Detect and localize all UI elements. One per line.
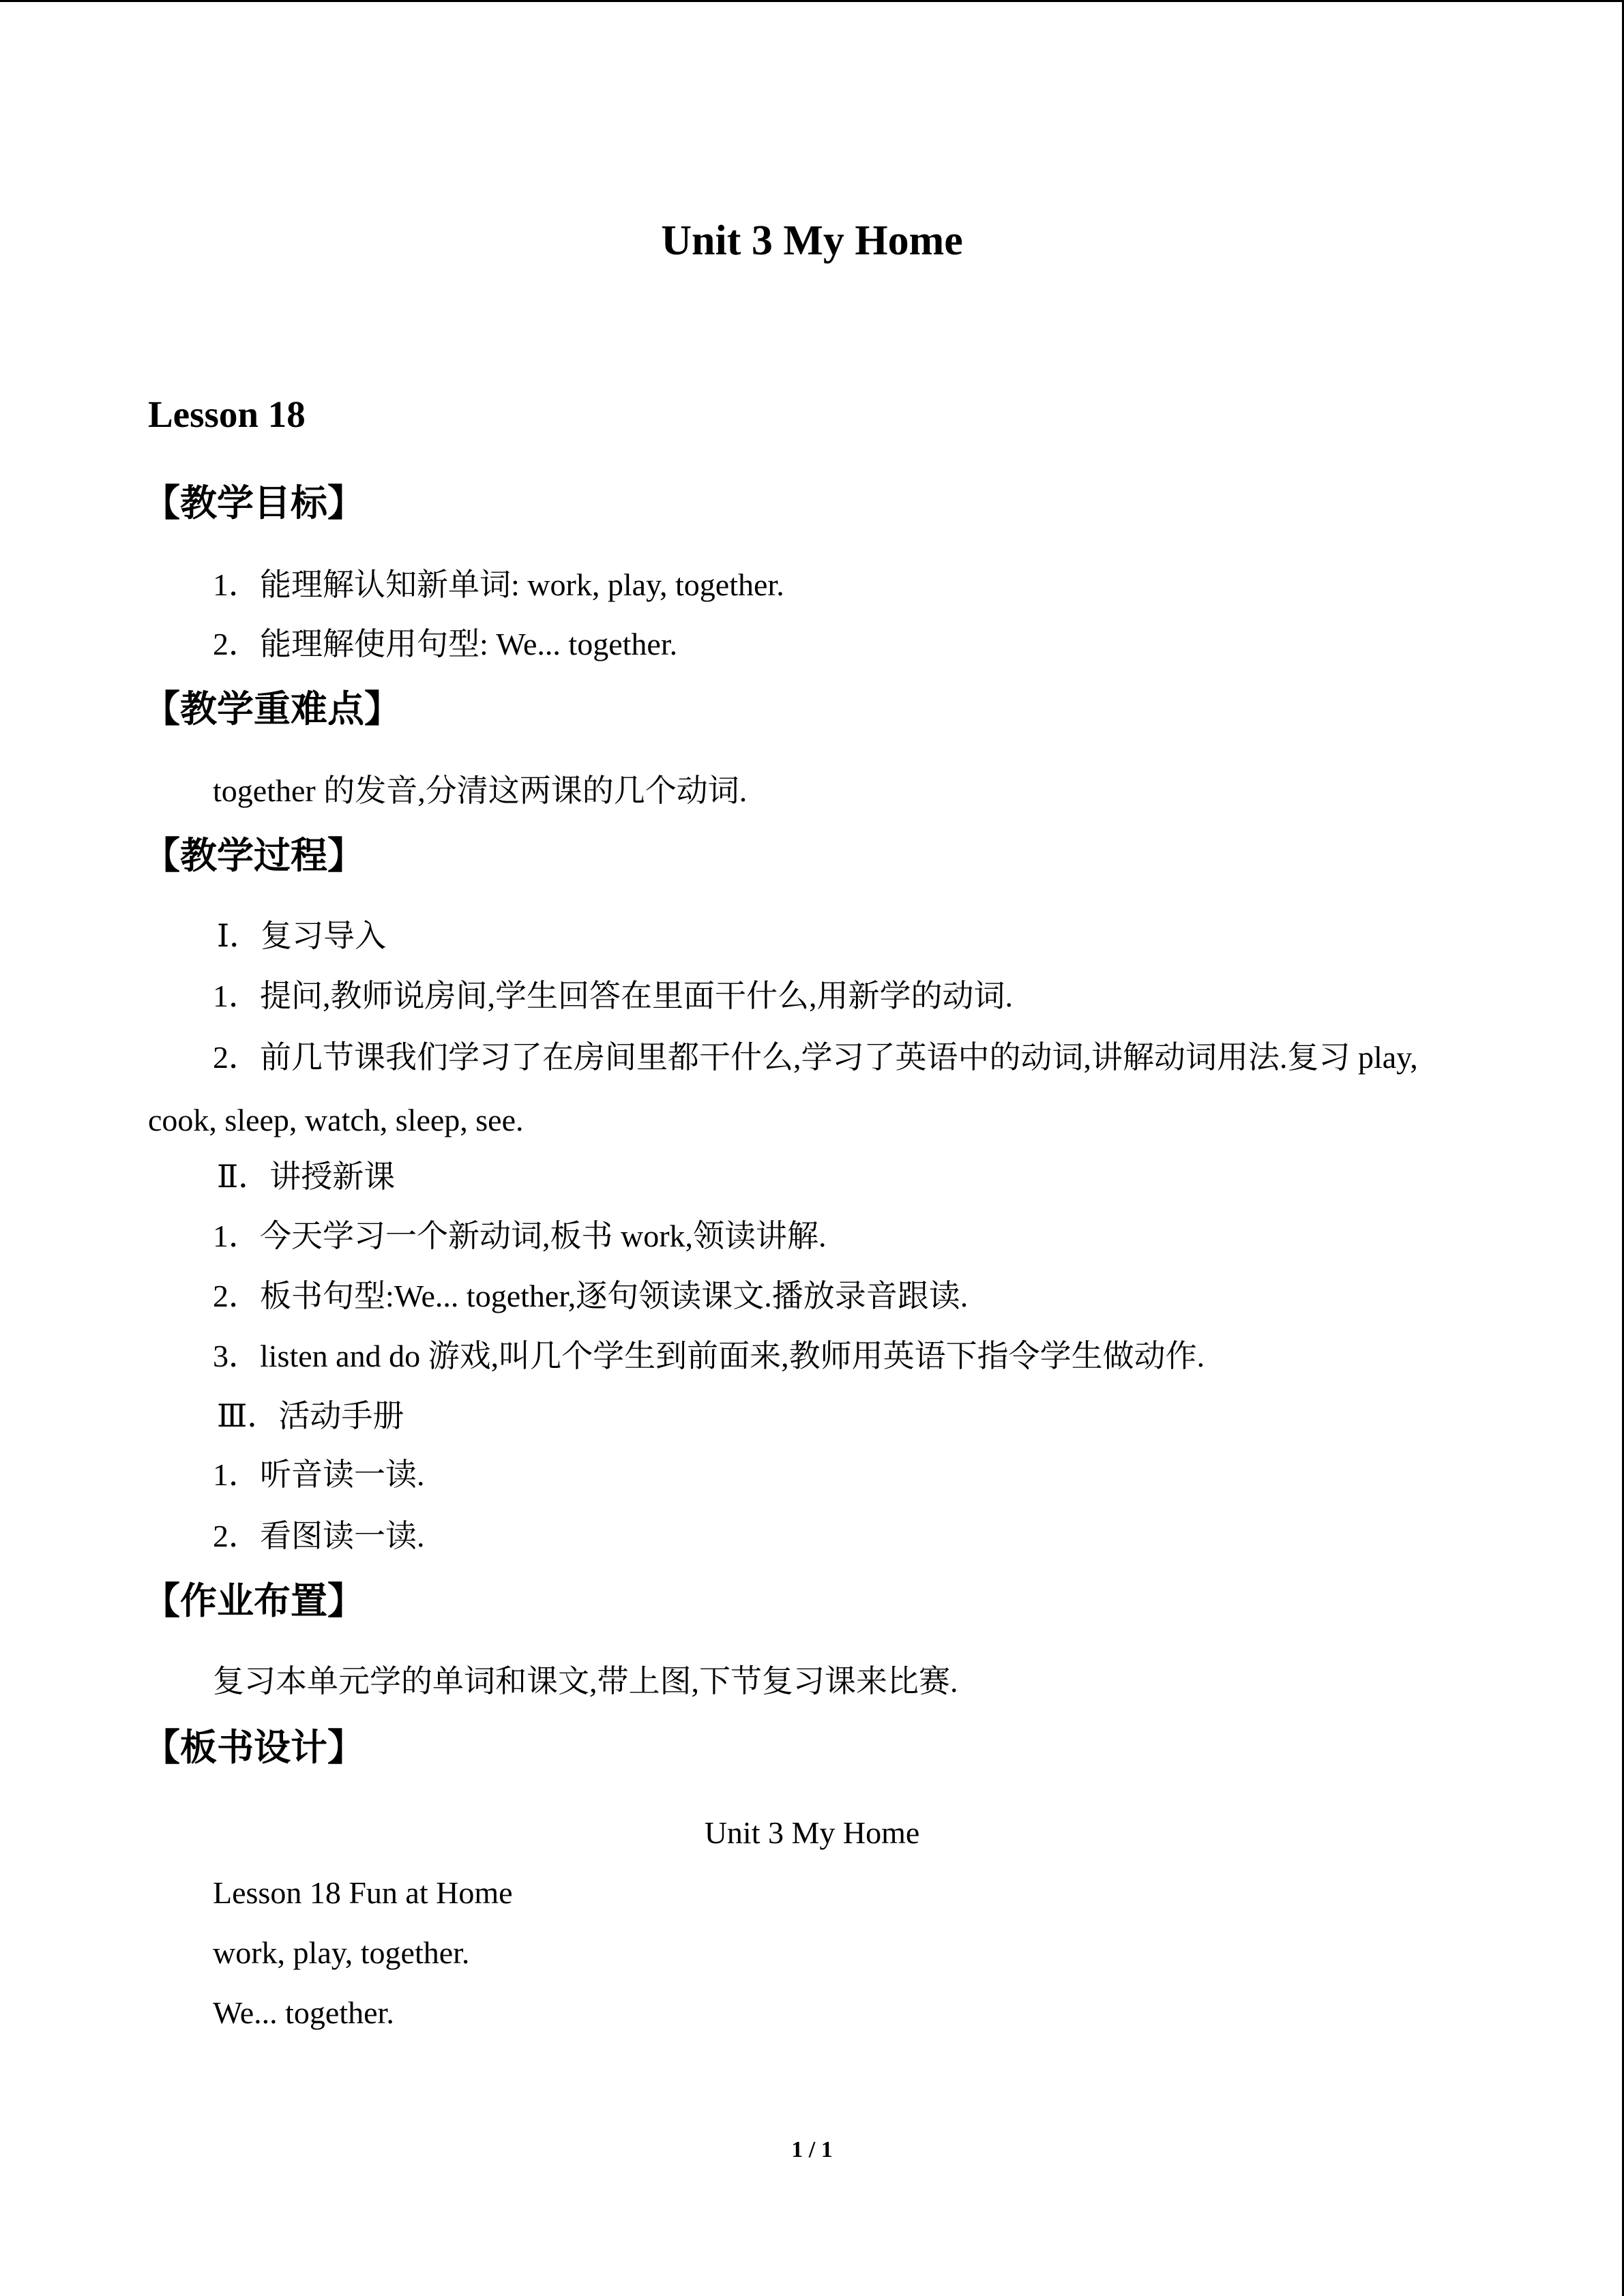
process-item: 1．今天学习一个新动词,板书 work,领读讲解. bbox=[213, 1219, 827, 1253]
section-heading-board: 【板书设计】 bbox=[143, 1726, 364, 1769]
process-item: 2．看图读一读. bbox=[213, 1519, 425, 1553]
process-item: 2．前几节课我们学习了在房间里都干什么,学习了英语中的动词,讲解动词用法.复习 play, bbox=[213, 1040, 1418, 1075]
process-item: 1．听音读一读. bbox=[213, 1457, 425, 1492]
section-heading-key-points: 【教学重难点】 bbox=[143, 687, 401, 730]
page-title: Unit 3 My Home bbox=[661, 218, 963, 264]
process-item-continuation: cook, sleep, watch, sleep, see. bbox=[148, 1103, 524, 1137]
section-heading-objectives: 【教学目标】 bbox=[143, 481, 364, 524]
section-heading-process: 【教学过程】 bbox=[143, 834, 364, 877]
process-part-title: Ⅰ．复习导入 bbox=[217, 919, 387, 953]
board-line: work, play, together. bbox=[213, 1935, 470, 1970]
page-number: 1 / 1 bbox=[791, 2137, 833, 2162]
key-points-text: together 的发音,分清这两课的几个动词. bbox=[213, 773, 748, 808]
section-heading-homework: 【作业布置】 bbox=[143, 1579, 364, 1622]
process-part-title: Ⅲ．活动手册 bbox=[217, 1399, 404, 1433]
board-line: Lesson 18 Fun at Home bbox=[213, 1875, 513, 1910]
process-item: 2．板书句型:We... together,逐句领读课文.播放录音跟读. bbox=[213, 1279, 969, 1313]
objective-item: 1．能理解认知新单词: work, play, together. bbox=[213, 567, 784, 602]
board-title: Unit 3 My Home bbox=[704, 1815, 920, 1850]
process-item: 1．提问,教师说房间,学生回答在里面干什么,用新学的动词. bbox=[213, 979, 1013, 1013]
process-part-title: Ⅱ．讲授新课 bbox=[217, 1159, 396, 1194]
board-line: We... together. bbox=[213, 1995, 394, 2030]
objective-item: 2．能理解使用句型: We... together. bbox=[213, 627, 678, 661]
lesson-heading: Lesson 18 bbox=[148, 393, 306, 435]
homework-text: 复习本单元学的单词和课文,带上图,下节复习课来比赛. bbox=[213, 1664, 958, 1699]
process-item: 3．listen and do 游戏,叫几个学生到前面来,教师用英语下指令学生做动作. bbox=[213, 1339, 1205, 1373]
